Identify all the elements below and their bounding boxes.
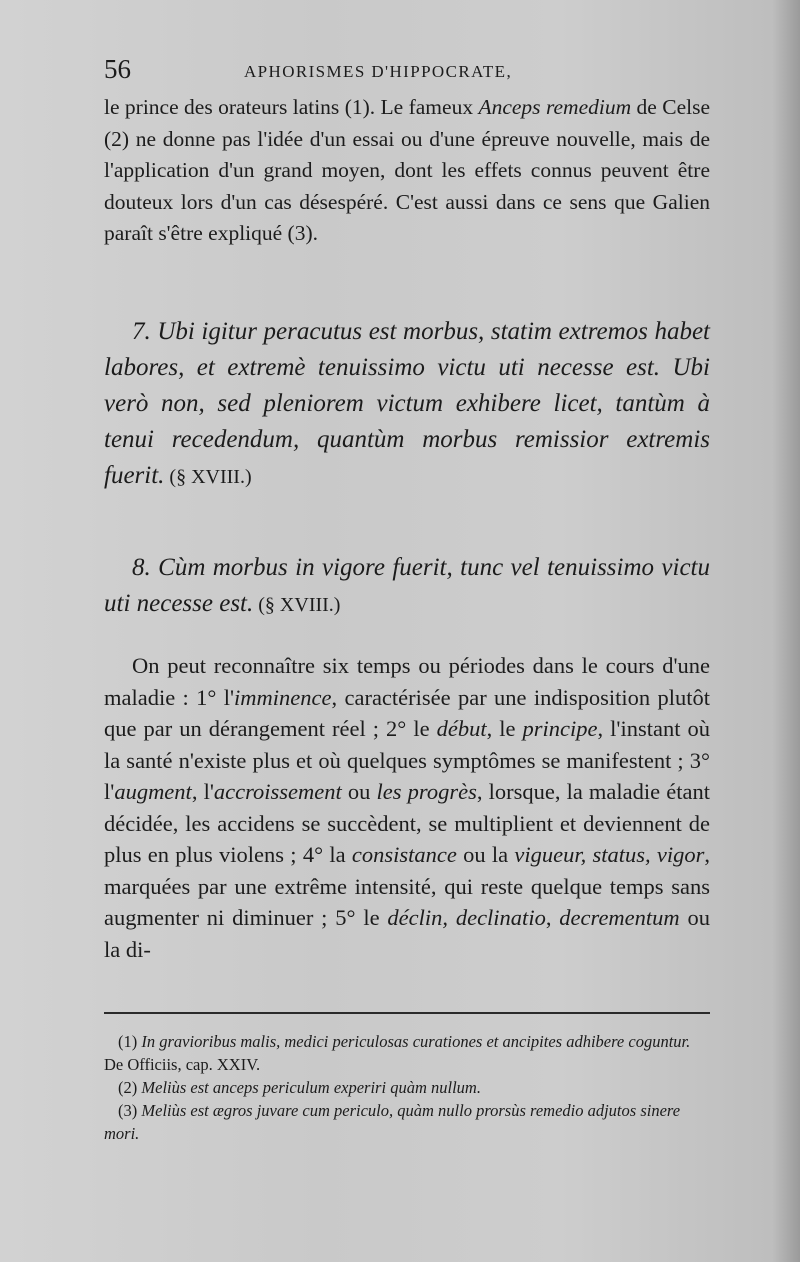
- footnote-3: [104, 1099, 710, 1145]
- commentary-paragraph: [104, 650, 710, 965]
- commentary-term: augment: [114, 779, 192, 804]
- footnote-mark: (1): [118, 1032, 142, 1051]
- intro-text-a: le prince des orateurs latins (1). Le fameux: [104, 95, 479, 119]
- commentary-segment: , l': [191, 779, 214, 804]
- aphorism-8-ref: (§ XVIII.): [253, 594, 341, 616]
- commentary-segment: , marquées par une extrême intensité, qui reste quelque temps sans augmenter ni diminuer ; 5° le: [104, 842, 710, 930]
- footnote-2: [104, 1076, 710, 1099]
- commentary-segment: On peut reconnaître six temps ou périodes dans le cours d'une maladie : 1° l': [104, 653, 710, 710]
- footnote-mark: (2): [118, 1078, 142, 1097]
- commentary-segment: , le: [486, 716, 523, 741]
- commentary-term: début: [436, 716, 487, 741]
- commentary-term: principe: [522, 716, 598, 741]
- commentary-term: consistance: [351, 842, 457, 867]
- commentary-term: vigueur, status, vigor: [514, 842, 705, 867]
- paragraph-intro: [104, 92, 710, 250]
- commentary-segment: ou la: [456, 842, 515, 867]
- footnote-text: Meliùs est anceps periculum experiri quàm nullum.: [141, 1078, 481, 1097]
- intro-text-c: de Celse (2) ne donne pas l'idée d'un essai ou d'une épreuve nouvelle, mais de l'application d'un grand moyen, dont les effets connus peuvent être douteux lors d'un cas désespéré. C'est aussi dans ce sens que Galien paraît s'être expliqué (3).: [104, 95, 710, 245]
- footnotes: [104, 1030, 710, 1145]
- aphorism-7-ref: (§ XVIII.): [164, 466, 252, 488]
- commentary-segment: , lorsque, la maladie étant décidée, les accidens se succèdent, se multiplient et deviennent de plus en plus violens ; 4° la: [104, 779, 710, 867]
- aphorism-7-text: 7. Ubi igitur peracutus est morbus, statim extremos habet labores, et extremè tenuissimo victu uti necesse est. Ubi verò non, sed pleniorem victum exhibere licet, tantùm à tenui recedendum, quantùm morbus remissior extremis fuerit.: [104, 318, 710, 489]
- page-header: [104, 54, 710, 94]
- footnote-text: In gravioribus malis, medici periculosas curationes et ancipites adhibere coguntur.: [141, 1032, 691, 1051]
- commentary-term: imminence: [234, 684, 332, 710]
- footnote-source: De Officiis, cap. XXIV.: [104, 1055, 261, 1074]
- running-title: APHORISMES D'HIPPOCRATE,: [244, 62, 513, 81]
- commentary-segment: ou la di-: [104, 905, 711, 962]
- commentary-term: decrementum: [559, 905, 680, 930]
- commentary-term: les progrès: [376, 779, 477, 804]
- footnote-mark: (3): [118, 1101, 142, 1120]
- commentary-term: accroissement: [213, 779, 342, 804]
- aphorism-8-text: 8. Cùm morbus in vigore fuerit, tunc vel tenuissimo victu uti necesse est.: [104, 554, 710, 617]
- commentary-segment: , l'instant où la santé n'existe plus et où quelques symptômes se manifestent ; 3° l': [104, 716, 710, 804]
- commentary-segment: ,: [545, 905, 560, 930]
- commentary-term: déclin, declinatio: [387, 905, 546, 930]
- footnote-1: [104, 1030, 710, 1076]
- page-number: 56: [104, 54, 131, 84]
- commentary-segment: ou: [341, 779, 377, 804]
- footnote-divider: [104, 1012, 710, 1014]
- footnote-text: Meliùs est ægros juvare cum periculo, quàm nullo prorsùs remedio adjutos sinere mori.: [104, 1101, 681, 1143]
- intro-text-b: Anceps remedium: [478, 95, 632, 119]
- aphorism-7: [104, 314, 710, 495]
- commentary-segment: , caractérisée par une indisposition plutôt que par un dérangement réel ; 2° le: [104, 684, 710, 741]
- aphorism-8: [104, 550, 710, 623]
